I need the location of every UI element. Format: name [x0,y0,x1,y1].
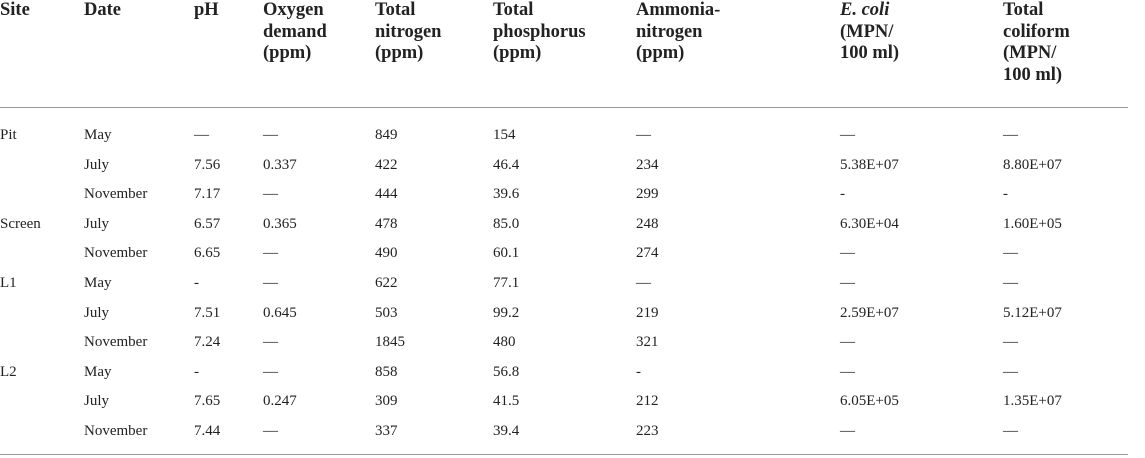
cell-ph: - [194,364,199,380]
cell-tc: — [1003,423,1018,439]
cell-tn: 849 [375,127,398,143]
cell-date: July [84,393,110,409]
cell-date: November [84,245,148,261]
header-ecoli-line-1: E. coli [840,0,890,20]
cell-tn: 503 [375,305,398,321]
cell-tn: 444 [375,186,398,202]
header-ecoli-line-3: 100 ml) [840,43,900,63]
cell-od: — [263,186,278,202]
cell-amm: 299 [636,186,659,202]
cell-date: November [84,423,148,439]
cell-ph: - [194,275,199,291]
cell-ecoli: — [840,245,855,261]
header-site [0,0,30,22]
cell-tn: 490 [375,245,398,261]
header-total-phosphorus [493,0,586,65]
cell-date: May [84,275,112,291]
cell-ecoli: 6.05E+05 [840,393,899,409]
cell-site: Screen [0,216,41,232]
cell-od: 0.645 [263,305,297,321]
header-tp-line-2: phosphorus [493,21,586,42]
cell-tc: 1.60E+05 [1003,216,1062,232]
cell-tp: 41.5 [493,393,520,409]
cell-ph: 6.65 [194,245,221,261]
header-tn-line-2: nitrogen [375,21,442,42]
header-tc-line-3: (MPN/ [1003,43,1057,63]
cell-tn: 478 [375,216,398,232]
cell-od: 0.247 [263,393,297,409]
cell-ph: — [194,127,209,143]
cell-tp: 99.2 [493,305,520,321]
cell-tc: 8.80E+07 [1003,157,1062,173]
cell-tn: 422 [375,157,398,173]
cell-ph: 7.51 [194,305,221,321]
cell-tc: — [1003,275,1018,291]
cell-date: November [84,334,148,350]
cell-ecoli: — [840,275,855,291]
cell-tc: — [1003,245,1018,261]
cell-ecoli: — [840,423,855,439]
header-oxygen-demand [263,0,327,65]
cell-tc: — [1003,334,1018,350]
cell-amm: 274 [636,245,659,261]
cell-amm: 248 [636,216,659,232]
header-ph-line: pH [194,0,219,20]
cell-ph: 7.65 [194,393,221,409]
cell-ecoli: - [840,186,845,202]
cell-od: — [263,127,278,143]
cell-ecoli: — [840,364,855,380]
header-ph [194,0,219,22]
cell-tc: 1.35E+07 [1003,393,1062,409]
header-amm-line-2: nitrogen [636,21,703,42]
header-oxygen-line-2: demand [263,21,327,42]
cell-od: — [263,245,278,261]
cell-amm: 223 [636,423,659,439]
header-amm-line-1: Ammonia- [636,0,721,20]
header-total-coliform [1003,0,1070,86]
cell-ecoli: — [840,334,855,350]
header-total-nitrogen [375,0,441,65]
cell-tp: 60.1 [493,245,520,261]
cell-tc: — [1003,127,1018,143]
cell-tp: 480 [493,334,516,350]
cell-ecoli: 6.30E+04 [840,216,899,232]
cell-amm: 212 [636,393,659,409]
header-site-line: Site [0,0,30,20]
header-oxygen-line-3: (ppm) [263,43,312,63]
header-divider [0,107,1128,108]
header-tn-line-3: (ppm) [375,43,424,63]
cell-ph: 6.57 [194,216,221,232]
cell-amm: 321 [636,334,659,350]
cell-tp: 46.4 [493,157,520,173]
header-tn-line-1: Total [375,0,416,20]
header-tp-line-3: (ppm) [493,43,542,63]
header-tc-line-1: Total [1003,0,1044,20]
cell-tp: 154 [493,127,516,143]
cell-tp: 39.4 [493,423,520,439]
cell-od: — [263,334,278,350]
table-bottom-rule [0,454,1128,455]
cell-amm: — [636,127,651,143]
cell-date: May [84,127,112,143]
cell-od: 0.337 [263,157,297,173]
cell-amm: — [636,275,651,291]
cell-od: 0.365 [263,216,297,232]
header-ammonia-nitrogen [636,0,720,65]
cell-tp: 85.0 [493,216,520,232]
cell-tn: 858 [375,364,398,380]
header-tc-line-4: 100 ml) [1003,64,1063,85]
cell-amm: 219 [636,305,659,321]
cell-tc: - [1003,186,1008,202]
cell-tn: 622 [375,275,398,291]
header-ecoli [840,0,899,65]
cell-date: May [84,364,112,380]
header-tp-line-1: Total [493,0,534,20]
cell-ph: 7.44 [194,423,221,439]
cell-tc: 5.12E+07 [1003,305,1062,321]
cell-tn: 337 [375,423,398,439]
header-oxygen-line-1: Oxygen [263,0,324,20]
header-date-line: Date [84,0,121,20]
cell-site: L1 [0,275,17,291]
cell-date: July [84,157,110,173]
cell-amm: 234 [636,157,659,173]
header-ecoli-line-2: (MPN/ [840,21,894,42]
cell-tp: 39.6 [493,186,520,202]
cell-od: — [263,364,278,380]
cell-od: — [263,423,278,439]
cell-site: Pit [0,127,17,143]
cell-ecoli: 5.38E+07 [840,157,899,173]
cell-tp: 77.1 [493,275,520,291]
cell-od: — [263,275,278,291]
cell-site: L2 [0,364,17,380]
cell-ph: 7.56 [194,157,221,173]
cell-tn: 309 [375,393,398,409]
header-date [84,0,121,22]
cell-amm: - [636,364,641,380]
cell-ecoli: — [840,127,855,143]
cell-date: July [84,305,110,321]
header-tc-line-2: coliform [1003,21,1070,42]
cell-tp: 56.8 [493,364,520,380]
cell-tn: 1845 [375,334,405,350]
cell-ph: 7.24 [194,334,221,350]
cell-ph: 7.17 [194,186,221,202]
cell-tc: — [1003,364,1018,380]
cell-date: July [84,216,110,232]
header-amm-line-3: (ppm) [636,43,685,63]
cell-date: November [84,186,148,202]
cell-ecoli: 2.59E+07 [840,305,899,321]
